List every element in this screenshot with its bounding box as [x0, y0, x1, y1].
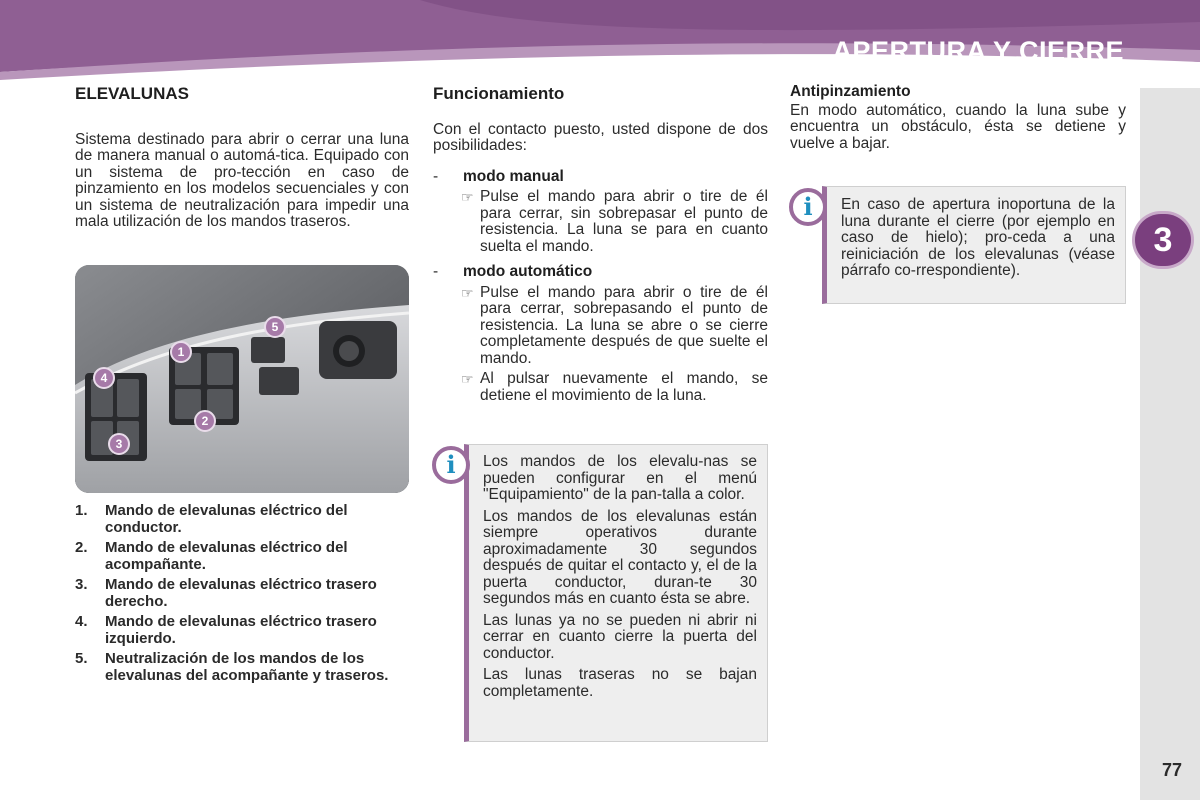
info-paragraph: Los mandos de los elevalu-nas se pueden configurar en el menú "Equipamiento" de la pan-talla a color.	[483, 453, 757, 503]
callout-label-1: 1	[177, 345, 185, 359]
info-icon: i	[789, 188, 827, 226]
legend-item: 2. Mando de elevalunas eléctrico del acompañante.	[75, 539, 348, 573]
legend-item: 4. Mando de elevalunas eléctrico trasero izquierdo.	[75, 613, 377, 647]
column-funcionamiento	[433, 82, 768, 404]
antipinzamiento-text: En modo automático, cuando la luna sube y encuentra un obstáculo, ésta se detiene y vuelve a bajar.	[790, 101, 1126, 152]
info-paragraph: Las lunas traseras no se bajan completamente.	[483, 666, 757, 700]
section-title: APERTURA Y CIERRE	[832, 36, 1124, 66]
hand-pointer-icon: ☞	[461, 189, 474, 205]
heading-elevalunas: ELEVALUNAS	[75, 84, 189, 103]
window-switch-photo	[75, 265, 409, 493]
info-paragraph: Las lunas ya no se pueden ni abrir ni cerrar en cuanto cierre la puerta del conductor.	[483, 611, 757, 662]
info-box-mandos	[464, 444, 768, 742]
funcionamiento-intro: Con el contacto puesto, usted dispone de dos posibilidades:	[433, 120, 768, 154]
page-number: 77	[1161, 760, 1182, 780]
manual-bullet: ☞ Pulse el mando para abrir o tire de él para cerrar, sin sobrepasar el punto de resistencia. La luna se para en cuanto suelta el mando.	[461, 188, 768, 255]
heading-funcionamiento: Funcionamiento	[433, 84, 565, 103]
legend-item: 1. Mando de elevalunas eléctrico del conductor.	[75, 502, 348, 536]
hand-pointer-icon: ☞	[461, 371, 474, 387]
chapter-side-tab	[1140, 88, 1200, 800]
info-paragraph: En caso de apertura inoportuna de la luna durante el cierre (por ejemplo en caso de hielo); pro-ceda a una reiniciación de los elevalunas (véase párrafo co-rrespondiente).	[841, 196, 1115, 279]
mode-automatic: - modo automático	[433, 263, 593, 280]
photo-legend	[75, 503, 409, 688]
info-box-reinicio	[822, 186, 1126, 304]
hand-pointer-icon: ☞	[461, 284, 474, 301]
elevalunas-intro: Sistema destinado para abrir o cerrar una luna de manera manual o automá-tica. Equipado con un sistema de pro-tección en caso de pinzamiento en los modelos secuenciales y con un sistema de neutralización para impedir una mala utilización de los mandos traseros.	[75, 130, 409, 230]
auto-bullet: ☞ Al pulsar nuevamente el mando, se detiene el movimiento de la luna.	[461, 370, 768, 404]
heading-antipinzamiento: Antipinzamiento	[790, 83, 911, 100]
column-elevalunas	[75, 82, 409, 231]
page-header	[0, 0, 1200, 80]
info-icon: i	[432, 446, 470, 484]
column-antipinzamiento	[790, 82, 1126, 152]
chapter-number-badge: 3	[1135, 214, 1191, 266]
callout-label-2: 2	[201, 414, 209, 428]
legend-item: 5. Neutralización de los mandos de los elevalunas del acompañante y traseros.	[75, 650, 389, 684]
info-paragraph: Los mandos de los elevalunas están siempre operativos durante aproximadamente 30 segundos después de quitar el contacto y, el de la puerta conductor, duran-te 30 segundos más en cuanto ésta se abre.	[483, 507, 757, 607]
mode-manual: - modo manual	[433, 167, 564, 185]
callout-label-5: 5	[271, 320, 279, 334]
callout-label-4: 4	[100, 371, 108, 385]
legend-item: 3. Mando de elevalunas eléctrico trasero derecho.	[75, 576, 377, 610]
callout-label-3: 3	[115, 437, 123, 451]
auto-bullet: ☞ Pulse el mando para abrir o tire de él para cerrar, sobrepasando el punto de resistencia. La luna se abre o se cierre completamente después de que suelte el mando.	[461, 283, 768, 367]
